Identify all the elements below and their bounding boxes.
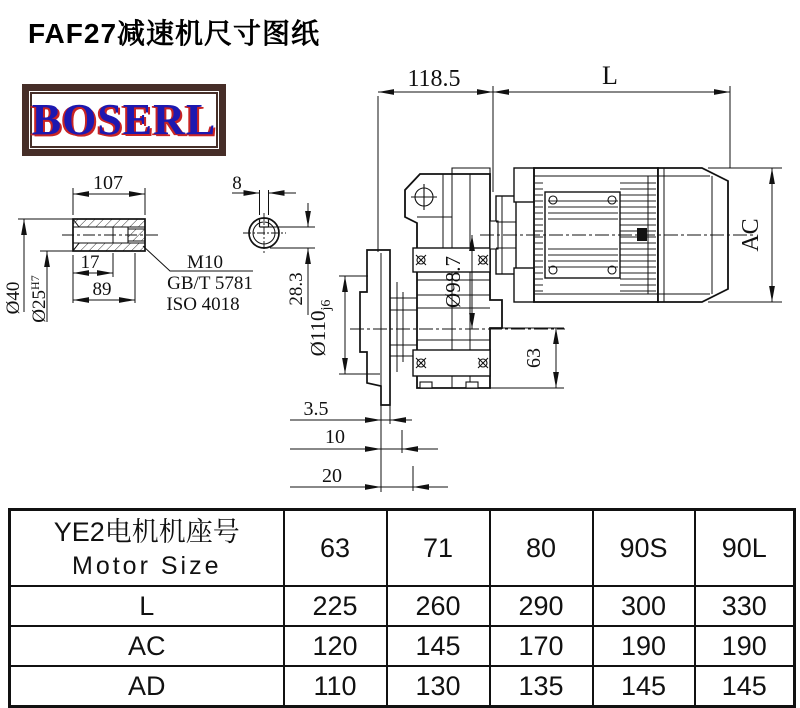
- dim-AC: AC: [738, 218, 764, 252]
- cell-AD-80: 135: [490, 666, 593, 707]
- cell-L-90l: 330: [695, 586, 795, 626]
- table-row-AD: [10, 666, 795, 707]
- cell-AC-90s: 190: [593, 626, 695, 666]
- motor-size-label-en: Motor Size: [72, 551, 222, 580]
- dim-dia98-7: Ø98.7: [441, 256, 465, 308]
- cell-AC-90l: 190: [695, 626, 795, 666]
- note-gbt5781: GB/T 5781: [167, 273, 253, 294]
- row-label-L: L: [10, 586, 284, 626]
- cell-L-80: 290: [490, 586, 593, 626]
- dim-118-5: 118.5: [407, 66, 461, 92]
- cell-AD-90s: 145: [593, 666, 695, 707]
- dim-17: 17: [80, 252, 100, 273]
- dim-L: L: [602, 61, 618, 90]
- page-title: FAF27减速机尺寸图纸: [28, 18, 321, 49]
- cell-L-90s: 300: [593, 586, 695, 626]
- motor-size-table: [8, 508, 796, 708]
- dim-63: 63: [523, 348, 545, 368]
- size-col-80: 80: [490, 510, 593, 587]
- dim-20: 20: [322, 465, 342, 487]
- cell-AC-63: 120: [284, 626, 387, 666]
- dim-dia40: Ø40: [3, 281, 24, 315]
- size-col-63: 63: [284, 510, 387, 587]
- cell-AD-90l: 145: [695, 666, 795, 707]
- cell-AC-71: 145: [387, 626, 490, 666]
- cell-L-63: 225: [284, 586, 387, 626]
- dim-10: 10: [325, 426, 345, 448]
- boserl-logo-text: BOSERL: [31, 95, 217, 144]
- table-row-L: [10, 586, 795, 626]
- note-iso4018: ISO 4018: [166, 294, 240, 315]
- size-col-90s: 90S: [593, 510, 695, 587]
- cell-AD-63: 110: [284, 666, 387, 707]
- cell-AD-71: 130: [387, 666, 490, 707]
- table-header-row: [10, 510, 795, 587]
- size-col-90l: 90L: [695, 510, 795, 587]
- cell-L-71: 260: [387, 586, 490, 626]
- table-row-AC: [10, 626, 795, 666]
- row-label-AC: AC: [10, 626, 284, 666]
- gearbox-flange: [360, 250, 417, 405]
- note-m10: M10: [187, 252, 223, 273]
- row-label-AD: AD: [10, 666, 284, 707]
- dim-dia25h7: $Ø25^{H7}$: [28, 275, 50, 323]
- dim-8: 8: [232, 173, 242, 194]
- dim-dia110j6: $Ø110_{j6}$: [306, 299, 334, 357]
- dim-107: 107: [93, 172, 123, 194]
- dim-28-3: 28.3: [286, 272, 307, 306]
- motor-size-header-cell: [10, 510, 284, 587]
- cell-AC-80: 170: [490, 626, 593, 666]
- dim-89: 89: [92, 279, 112, 300]
- dim-3-5: 3.5: [303, 398, 329, 420]
- motor-size-label-cn: YE2电机机座号: [53, 517, 240, 548]
- size-col-71: 71: [387, 510, 490, 587]
